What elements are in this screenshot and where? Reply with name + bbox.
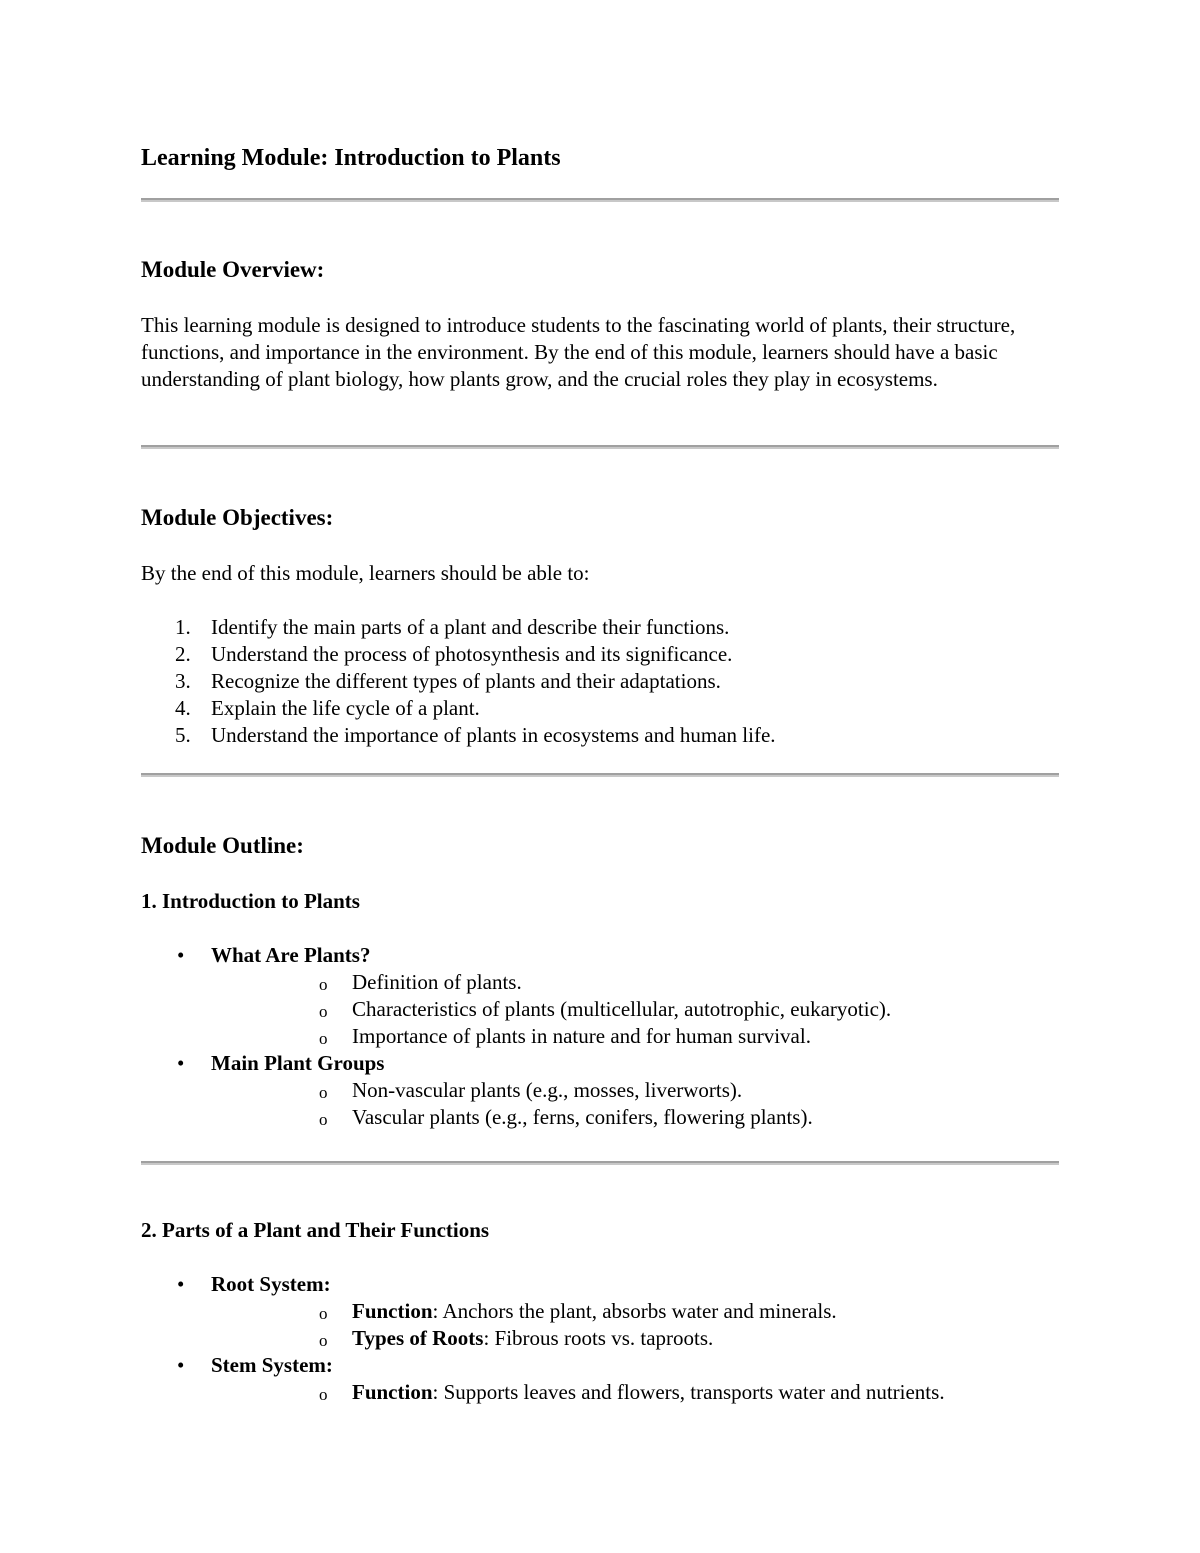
list-item: [141, 1352, 1059, 1406]
term-label: Function: [352, 1380, 433, 1404]
circle-bullet-icon: o: [319, 1083, 328, 1102]
list-number: 5.: [175, 723, 191, 747]
section-1-list: [141, 942, 1059, 1131]
list-item: [141, 668, 1059, 695]
sub-list-item: [211, 1104, 1059, 1131]
sub-list-item: [211, 1298, 1059, 1325]
section-2-heading: 2. Parts of a Plant and Their Functions: [141, 1218, 490, 1242]
bullet-icon: •: [177, 1353, 185, 1377]
bullet-icon: •: [177, 1272, 185, 1296]
list-number: 2.: [175, 642, 191, 666]
horizontal-rule: [141, 198, 1059, 202]
sub-list-item: [211, 1023, 1059, 1050]
list-item: [141, 695, 1059, 722]
sub-item-text: Definition of plants.: [352, 970, 522, 994]
term-description: : Supports leaves and flowers, transports water and nutrients.: [432, 1380, 945, 1404]
list-item: [141, 1271, 1059, 1352]
circle-bullet-icon: o: [319, 1029, 328, 1048]
sub-list-item: [211, 969, 1059, 996]
list-item-text: Identify the main parts of a plant and describe their functions.: [211, 615, 730, 639]
objectives-heading: Module Objectives:: [141, 505, 334, 530]
circle-bullet-icon: o: [319, 975, 328, 994]
group-label: Stem System:: [211, 1353, 333, 1377]
term-description: : Fibrous roots vs. taproots.: [483, 1326, 714, 1350]
bullet-icon: •: [177, 943, 185, 967]
sub-list-item: [211, 1325, 1059, 1352]
horizontal-rule: [141, 1161, 1059, 1165]
sub-list: [211, 1077, 1059, 1131]
group-label: Root System:: [211, 1272, 331, 1296]
term-label: Function: [352, 1299, 433, 1323]
term-label: Types of Roots: [352, 1326, 484, 1350]
horizontal-rule: [141, 773, 1059, 777]
sub-item-text: Non-vascular plants (e.g., mosses, liverworts).: [352, 1078, 743, 1102]
section-2-list: [141, 1271, 1059, 1406]
list-item: [141, 641, 1059, 668]
objectives-intro: By the end of this module, learners should be able to:: [141, 561, 590, 585]
circle-bullet-icon: o: [319, 1385, 328, 1404]
circle-bullet-icon: o: [319, 1002, 328, 1021]
group-label: Main Plant Groups: [211, 1051, 385, 1075]
list-item-text: Understand the process of photosynthesis and its significance.: [211, 642, 733, 666]
document-title: Learning Module: Introduction to Plants: [141, 145, 561, 171]
sub-list-item: [211, 1379, 1059, 1406]
sub-item-text: Vascular plants (e.g., ferns, conifers, flowering plants).: [352, 1105, 813, 1129]
list-item: [141, 614, 1059, 641]
overview-heading: Module Overview:: [141, 257, 325, 282]
list-number: 3.: [175, 669, 191, 693]
term-description: : Anchors the plant, absorbs water and minerals.: [432, 1299, 837, 1323]
list-item: [141, 722, 1059, 749]
bullet-icon: •: [177, 1051, 185, 1075]
sub-item-text: Characteristics of plants (multicellular, autotrophic, eukaryotic).: [352, 997, 892, 1021]
overview-body: This learning module is designed to introduce students to the fascinating world of plants, their structure, functions, and importance in the environment. By the end of this module, learners should have a basic understanding of plant biology, how plants grow, and the crucial roles they play in ecosystems.: [141, 313, 1016, 391]
list-item-text: Explain the life cycle of a plant.: [211, 696, 480, 720]
list-number: 1.: [175, 615, 191, 639]
sub-list-item: [211, 1077, 1059, 1104]
sub-list: [211, 1298, 1059, 1352]
list-item: [141, 1050, 1059, 1131]
sub-list-item: [211, 996, 1059, 1023]
sub-list: [211, 1379, 1059, 1406]
circle-bullet-icon: o: [319, 1110, 328, 1129]
list-item: [141, 942, 1059, 1050]
circle-bullet-icon: o: [319, 1304, 328, 1323]
section-1-heading: 1. Introduction to Plants: [141, 889, 360, 913]
objectives-list: [141, 614, 1059, 749]
circle-bullet-icon: o: [319, 1331, 328, 1350]
list-item-text: Recognize the different types of plants and their adaptations.: [211, 669, 721, 693]
list-item-text: Understand the importance of plants in ecosystems and human life.: [211, 723, 776, 747]
list-number: 4.: [175, 696, 191, 720]
sub-list: [211, 969, 1059, 1050]
group-label: What Are Plants?: [211, 943, 371, 967]
outline-heading: Module Outline:: [141, 833, 304, 858]
horizontal-rule: [141, 445, 1059, 449]
sub-item-text: Importance of plants in nature and for human survival.: [352, 1024, 811, 1048]
